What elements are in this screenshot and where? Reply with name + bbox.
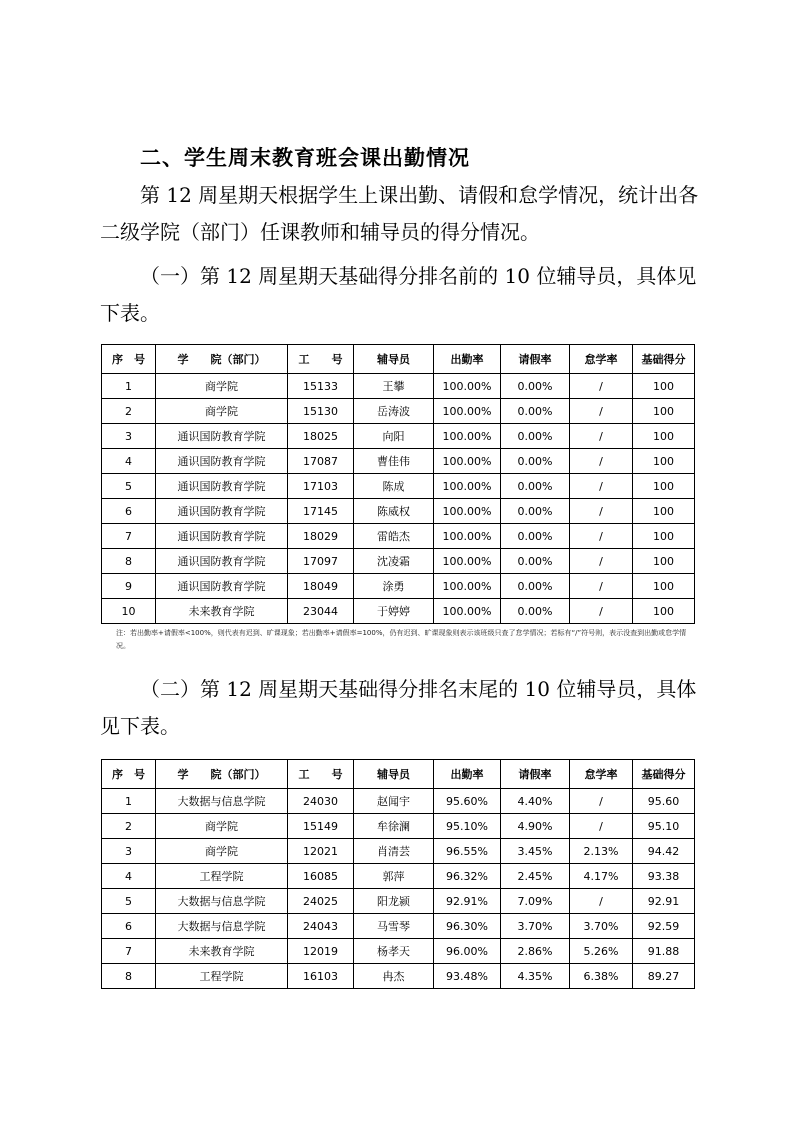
cell-staff-id: 15133 — [288, 374, 354, 399]
cell-truancy-rate: 5.26% — [570, 939, 633, 964]
cell-index: 2 — [102, 399, 156, 424]
cell-base-score: 100 — [633, 399, 695, 424]
cell-leave-rate: 4.40% — [501, 789, 570, 814]
cell-staff-id: 15149 — [288, 814, 354, 839]
cell-staff-id: 23044 — [288, 599, 354, 624]
table-header-row — [102, 760, 695, 789]
cell-leave-rate: 0.00% — [501, 549, 570, 574]
cell-attendance-rate: 100.00% — [434, 524, 501, 549]
cell-staff-id: 17097 — [288, 549, 354, 574]
cell-attendance-rate: 100.00% — [434, 424, 501, 449]
cell-counselor: 马雪琴 — [354, 914, 434, 939]
header-college: 学 院（部门） — [156, 345, 288, 374]
cell-counselor: 陈威权 — [354, 499, 434, 524]
cell-base-score: 95.10 — [633, 814, 695, 839]
cell-base-score: 92.59 — [633, 914, 695, 939]
cell-truancy-rate: / — [570, 374, 633, 399]
cell-index: 1 — [102, 789, 156, 814]
cell-index: 4 — [102, 864, 156, 889]
cell-leave-rate: 0.00% — [501, 424, 570, 449]
cell-counselor: 曹佳伟 — [354, 449, 434, 474]
cell-truancy-rate: / — [570, 599, 633, 624]
cell-truancy-rate: / — [570, 474, 633, 499]
cell-attendance-rate: 100.00% — [434, 499, 501, 524]
header-base-score: 基础得分 — [633, 760, 695, 789]
cell-attendance-rate: 93.48% — [434, 964, 501, 989]
cell-attendance-rate: 92.91% — [434, 889, 501, 914]
cell-leave-rate: 0.00% — [501, 524, 570, 549]
bottom-ranking-paragraph — [100, 671, 702, 745]
cell-college: 通识国防教育学院 — [156, 499, 288, 524]
table-row — [102, 939, 695, 964]
cell-counselor: 沈凌霜 — [354, 549, 434, 574]
cell-college: 商学院 — [156, 399, 288, 424]
cell-index: 10 — [102, 599, 156, 624]
cell-staff-id: 24025 — [288, 889, 354, 914]
table-row — [102, 964, 695, 989]
cell-index: 3 — [102, 424, 156, 449]
cell-leave-rate: 4.35% — [501, 964, 570, 989]
cell-leave-rate: 0.00% — [501, 374, 570, 399]
cell-college: 未来教育学院 — [156, 939, 288, 964]
header-staff-id: 工 号 — [288, 345, 354, 374]
cell-attendance-rate: 96.55% — [434, 839, 501, 864]
cell-attendance-rate: 100.00% — [434, 449, 501, 474]
cell-leave-rate: 0.00% — [501, 499, 570, 524]
header-leave-rate: 请假率 — [501, 760, 570, 789]
cell-base-score: 100 — [633, 599, 695, 624]
cell-leave-rate: 0.00% — [501, 399, 570, 424]
header-counselor: 辅导员 — [354, 345, 434, 374]
cell-staff-id: 24030 — [288, 789, 354, 814]
cell-counselor: 于婷婷 — [354, 599, 434, 624]
cell-index: 3 — [102, 839, 156, 864]
cell-college: 商学院 — [156, 814, 288, 839]
cell-staff-id: 12019 — [288, 939, 354, 964]
cell-staff-id: 18025 — [288, 424, 354, 449]
cell-staff-id: 18029 — [288, 524, 354, 549]
cell-college: 通识国防教育学院 — [156, 524, 288, 549]
cell-counselor: 雷皓杰 — [354, 524, 434, 549]
intro-paragraph-text: 第 12 周星期天根据学生上课出勤、请假和怠学情况，统计出各二级学院（部门）任课教师和辅导员的得分情况。 — [100, 183, 699, 244]
table-row — [102, 499, 695, 524]
cell-base-score: 100 — [633, 449, 695, 474]
header-counselor: 辅导员 — [354, 760, 434, 789]
header-college: 学 院（部门） — [156, 760, 288, 789]
table-row — [102, 864, 695, 889]
cell-staff-id: 17103 — [288, 474, 354, 499]
cell-counselor: 牟徐澜 — [354, 814, 434, 839]
cell-attendance-rate: 96.32% — [434, 864, 501, 889]
top-counselors-table — [101, 344, 695, 624]
header-truancy-rate: 怠学率 — [570, 345, 633, 374]
cell-counselor: 冉杰 — [354, 964, 434, 989]
cell-index: 7 — [102, 524, 156, 549]
cell-index: 9 — [102, 574, 156, 599]
cell-college: 未来教育学院 — [156, 599, 288, 624]
cell-index: 5 — [102, 889, 156, 914]
cell-college: 大数据与信息学院 — [156, 789, 288, 814]
cell-attendance-rate: 100.00% — [434, 599, 501, 624]
cell-index: 1 — [102, 374, 156, 399]
cell-staff-id: 16085 — [288, 864, 354, 889]
cell-counselor: 王攀 — [354, 374, 434, 399]
cell-college: 通识国防教育学院 — [156, 449, 288, 474]
cell-counselor: 陈成 — [354, 474, 434, 499]
cell-staff-id: 17087 — [288, 449, 354, 474]
top-ranking-paragraph — [100, 258, 702, 332]
header-index: 序 号 — [102, 760, 156, 789]
cell-attendance-rate: 96.30% — [434, 914, 501, 939]
cell-counselor: 岳涛波 — [354, 399, 434, 424]
cell-counselor: 赵闻宇 — [354, 789, 434, 814]
cell-truancy-rate: / — [570, 574, 633, 599]
cell-counselor: 阳龙颍 — [354, 889, 434, 914]
cell-leave-rate: 4.90% — [501, 814, 570, 839]
header-attendance-rate: 出勤率 — [434, 345, 501, 374]
table-note: 注：若出勤率+请假率<100%，则代表有迟到、旷课现象；若出勤率+请假率=100%，仍有迟到、旷课现象则表示该班级只查了怠学情况；若标有“/”符号则，表示没查到出勤或怠学情况。 — [116, 629, 687, 650]
cell-index: 8 — [102, 964, 156, 989]
cell-leave-rate: 0.00% — [501, 599, 570, 624]
cell-truancy-rate: 6.38% — [570, 964, 633, 989]
top-ranking-paragraph-text: （一）第 12 周星期天基础得分排名前的 10 位辅导员，具体见下表。 — [100, 264, 697, 325]
cell-base-score: 95.60 — [633, 789, 695, 814]
cell-base-score: 92.91 — [633, 889, 695, 914]
cell-index: 8 — [102, 549, 156, 574]
cell-truancy-rate: / — [570, 524, 633, 549]
cell-staff-id: 12021 — [288, 839, 354, 864]
intro-paragraph — [100, 177, 702, 251]
cell-base-score: 100 — [633, 524, 695, 549]
table-row — [102, 374, 695, 399]
cell-college: 商学院 — [156, 374, 288, 399]
cell-leave-rate: 2.86% — [501, 939, 570, 964]
cell-attendance-rate: 100.00% — [434, 399, 501, 424]
header-leave-rate: 请假率 — [501, 345, 570, 374]
cell-attendance-rate: 100.00% — [434, 474, 501, 499]
cell-base-score: 100 — [633, 499, 695, 524]
cell-attendance-rate: 95.60% — [434, 789, 501, 814]
cell-attendance-rate: 96.00% — [434, 939, 501, 964]
cell-truancy-rate: / — [570, 789, 633, 814]
cell-index: 2 — [102, 814, 156, 839]
cell-truancy-rate: 3.70% — [570, 914, 633, 939]
cell-counselor: 涂勇 — [354, 574, 434, 599]
cell-leave-rate: 2.45% — [501, 864, 570, 889]
cell-truancy-rate: / — [570, 399, 633, 424]
cell-leave-rate: 0.00% — [501, 449, 570, 474]
cell-counselor: 肖清芸 — [354, 839, 434, 864]
cell-truancy-rate: / — [570, 449, 633, 474]
cell-truancy-rate: / — [570, 889, 633, 914]
section-heading: 二、学生周末教育班会课出勤情况 — [140, 146, 470, 170]
cell-counselor: 郭萍 — [354, 864, 434, 889]
cell-college: 大数据与信息学院 — [156, 914, 288, 939]
cell-counselor: 向阳 — [354, 424, 434, 449]
cell-college: 通识国防教育学院 — [156, 574, 288, 599]
bottom-counselors-table — [101, 759, 695, 989]
cell-college: 通识国防教育学院 — [156, 474, 288, 499]
cell-attendance-rate: 100.00% — [434, 374, 501, 399]
table-row — [102, 474, 695, 499]
table-row — [102, 914, 695, 939]
table-row — [102, 814, 695, 839]
cell-leave-rate: 0.00% — [501, 474, 570, 499]
cell-index: 4 — [102, 449, 156, 474]
cell-college: 工程学院 — [156, 964, 288, 989]
cell-base-score: 94.42 — [633, 839, 695, 864]
cell-leave-rate: 7.09% — [501, 889, 570, 914]
cell-college: 通识国防教育学院 — [156, 549, 288, 574]
table-row — [102, 524, 695, 549]
table-row — [102, 574, 695, 599]
bottom-ranking-paragraph-text: （二）第 12 周星期天基础得分排名末尾的 10 位辅导员，具体见下表。 — [100, 677, 697, 738]
cell-leave-rate: 3.70% — [501, 914, 570, 939]
table-row — [102, 449, 695, 474]
cell-attendance-rate: 100.00% — [434, 549, 501, 574]
cell-staff-id: 15130 — [288, 399, 354, 424]
cell-base-score: 100 — [633, 424, 695, 449]
cell-truancy-rate: 2.13% — [570, 839, 633, 864]
cell-truancy-rate: 4.17% — [570, 864, 633, 889]
cell-staff-id: 17145 — [288, 499, 354, 524]
cell-college: 工程学院 — [156, 864, 288, 889]
cell-base-score: 100 — [633, 474, 695, 499]
cell-base-score: 93.38 — [633, 864, 695, 889]
cell-index: 7 — [102, 939, 156, 964]
cell-truancy-rate: / — [570, 549, 633, 574]
header-attendance-rate: 出勤率 — [434, 760, 501, 789]
table-row — [102, 424, 695, 449]
cell-college: 商学院 — [156, 839, 288, 864]
cell-base-score: 100 — [633, 574, 695, 599]
cell-index: 6 — [102, 914, 156, 939]
cell-college: 大数据与信息学院 — [156, 889, 288, 914]
cell-college: 通识国防教育学院 — [156, 424, 288, 449]
table-header-row — [102, 345, 695, 374]
cell-truancy-rate: / — [570, 499, 633, 524]
table-row — [102, 399, 695, 424]
table-row — [102, 889, 695, 914]
cell-attendance-rate: 95.10% — [434, 814, 501, 839]
table-row — [102, 839, 695, 864]
header-truancy-rate: 怠学率 — [570, 760, 633, 789]
table-row — [102, 549, 695, 574]
cell-attendance-rate: 100.00% — [434, 574, 501, 599]
cell-leave-rate: 0.00% — [501, 574, 570, 599]
header-base-score: 基础得分 — [633, 345, 695, 374]
cell-base-score: 89.27 — [633, 964, 695, 989]
header-index: 序 号 — [102, 345, 156, 374]
cell-leave-rate: 3.45% — [501, 839, 570, 864]
cell-counselor: 杨孝天 — [354, 939, 434, 964]
cell-staff-id: 24043 — [288, 914, 354, 939]
table-row — [102, 789, 695, 814]
cell-base-score: 91.88 — [633, 939, 695, 964]
cell-staff-id: 18049 — [288, 574, 354, 599]
cell-truancy-rate: / — [570, 424, 633, 449]
cell-index: 6 — [102, 499, 156, 524]
header-staff-id: 工 号 — [288, 760, 354, 789]
cell-base-score: 100 — [633, 374, 695, 399]
cell-staff-id: 16103 — [288, 964, 354, 989]
cell-base-score: 100 — [633, 549, 695, 574]
cell-index: 5 — [102, 474, 156, 499]
table-row — [102, 599, 695, 624]
cell-truancy-rate: / — [570, 814, 633, 839]
